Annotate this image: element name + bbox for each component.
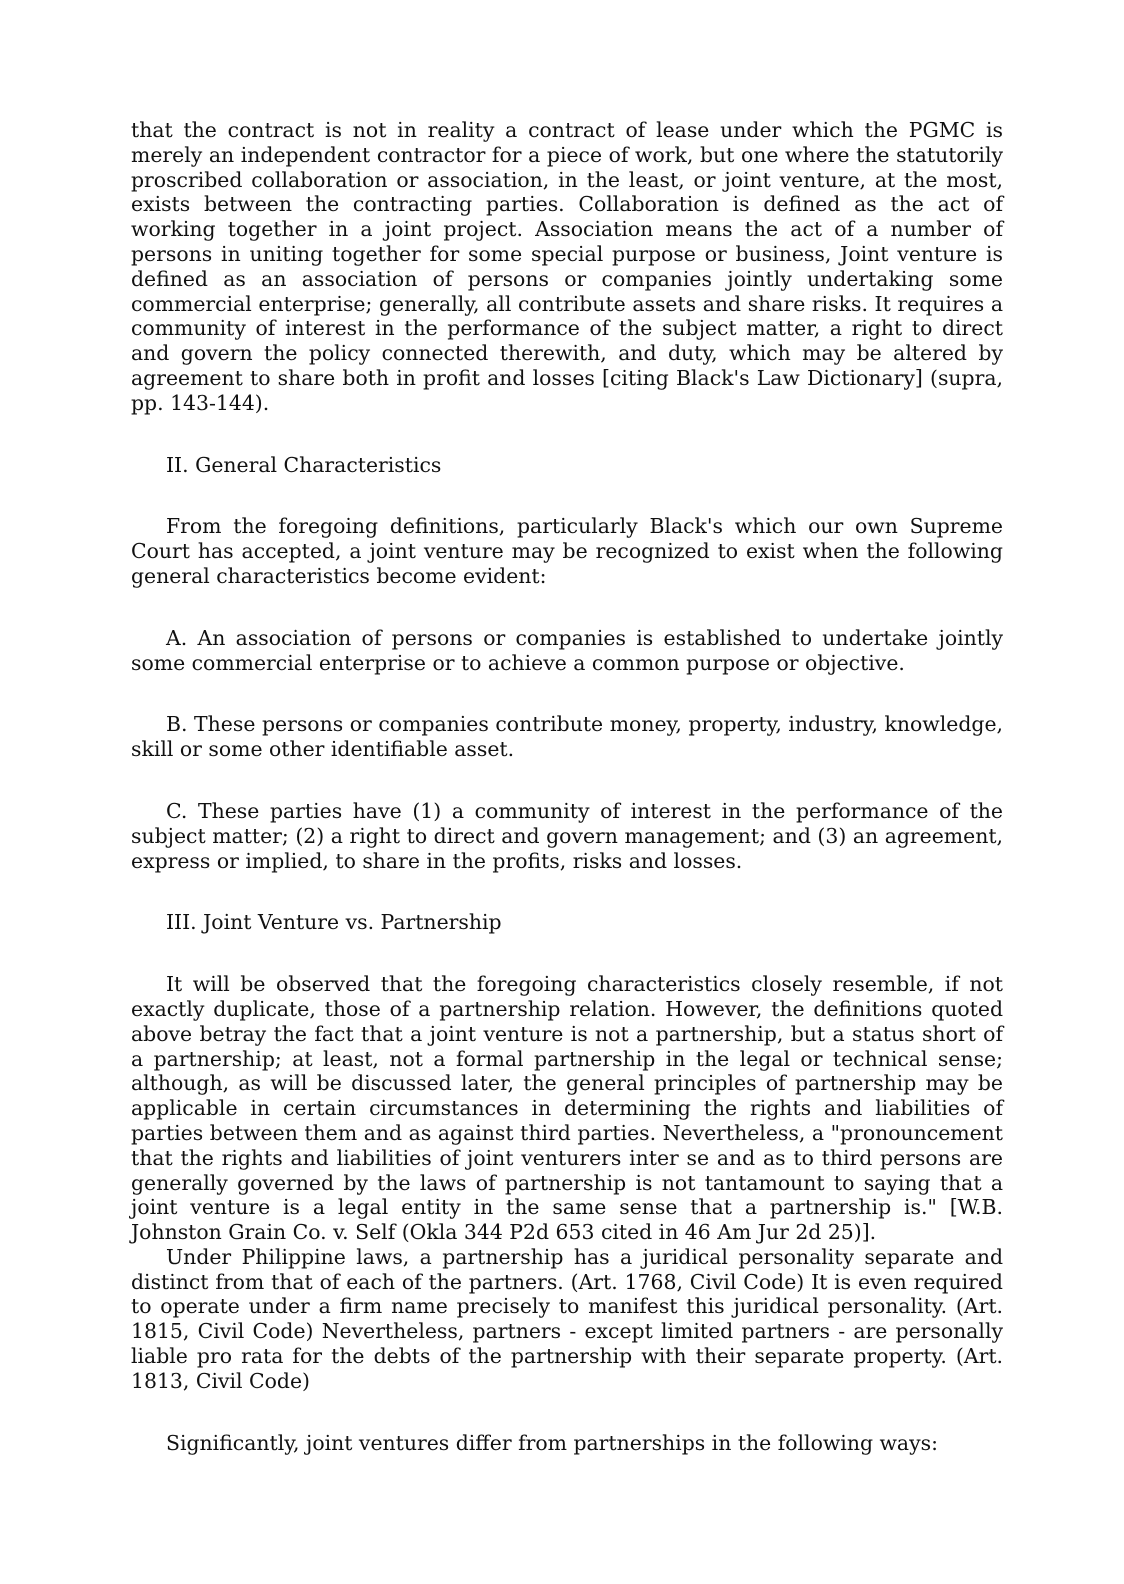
section-heading-general-characteristics: II. General Characteristics <box>166 452 442 477</box>
observed-paragraph: It will be observed that the foregoing characteristics closely resemble, if not exactly duplicate, those of a partnership relation. However, the definitions quoted above betray the fact that a joint venture is not a partnership, but a status short of a partnership; at least, not a formal partnership in the legal or technical sense; although, as will be discussed later, the general principles of partnership may be applicable in certain circumstances in determining the rights and liabilities of parties between them and as against third parties. Nevertheless, a "pronouncement that the rights and liabilities of joint venturers inter se and as to third persons are generally governed by the laws of partnership is not tantamount to saying that a joint venture is a legal entity in the same sense that a partnership is." [W.B. Johnston Grain Co. v. Self (Okla 344 P2d 653 cited in 46 Am Jur 2d 25)]. <box>131 972 1003 1245</box>
foregoing-definitions-paragraph: From the foregoing definitions, particularly Black's which our own Supreme Court has accepted, a joint venture may be recognized to exist when the following general characteristics become evident: <box>131 514 1003 588</box>
characteristic-item-c: C. These parties have (1) a community of interest in the performance of the subject matter; (2) a right to direct and govern management; and (3) an agreement, express or implied, to share in the profits, risks and losses. <box>131 798 1003 873</box>
intro-paragraph: that the contract is not in reality a contract of lease under which the PGMC is merely an independent contractor for a piece of work, but one where the statutorily proscribed collaboration or association, in the least, or joint venture, at the most, exists between the contracting parties. Collaboration is defined as the act of working together in a joint project. Association means the act of a number of persons in uniting together for some special purpose or business, Joint venture is defined as an association of persons or companies jointly undertaking some commercial enterprise; generally, all contribute assets and share risks. It requires a community of interest in the performance of the subject matter, a right to direct and govern the policy connected therewith, and duty, which may be altered by agreement to share both in profit and losses [citing Black's Law Dictionary] (supra, pp. 143-144). <box>131 118 1003 415</box>
document-page <box>131 118 1003 1455</box>
philippine-laws-paragraph: Under Philippine laws, a partnership has a juridical personality separate and distinct from that of each of the partners. (Art. 1768, Civil Code) It is even required to operate under a firm name precisely to manifest this juridical personality. (Art. 1815, Civil Code) Nevertheless, partners - except limited partners - are personally liable pro rata for the debts of the partnership with their separate property. (Art. 1813, Civil Code) <box>131 1244 1003 1393</box>
characteristic-item-b: B. These persons or companies contribute money, property, industry, knowledge, skill or some other identifiable asset. <box>131 712 1003 762</box>
section-heading-joint-venture-vs-partnership: III. Joint Venture vs. Partnership <box>166 910 502 935</box>
significantly-paragraph: Significantly, joint ventures differ from partnerships in the following ways: <box>166 1430 938 1455</box>
characteristic-item-a: A. An association of persons or companies is established to undertake jointly some commercial enterprise or to achieve a common purpose or objective. <box>131 625 1003 675</box>
